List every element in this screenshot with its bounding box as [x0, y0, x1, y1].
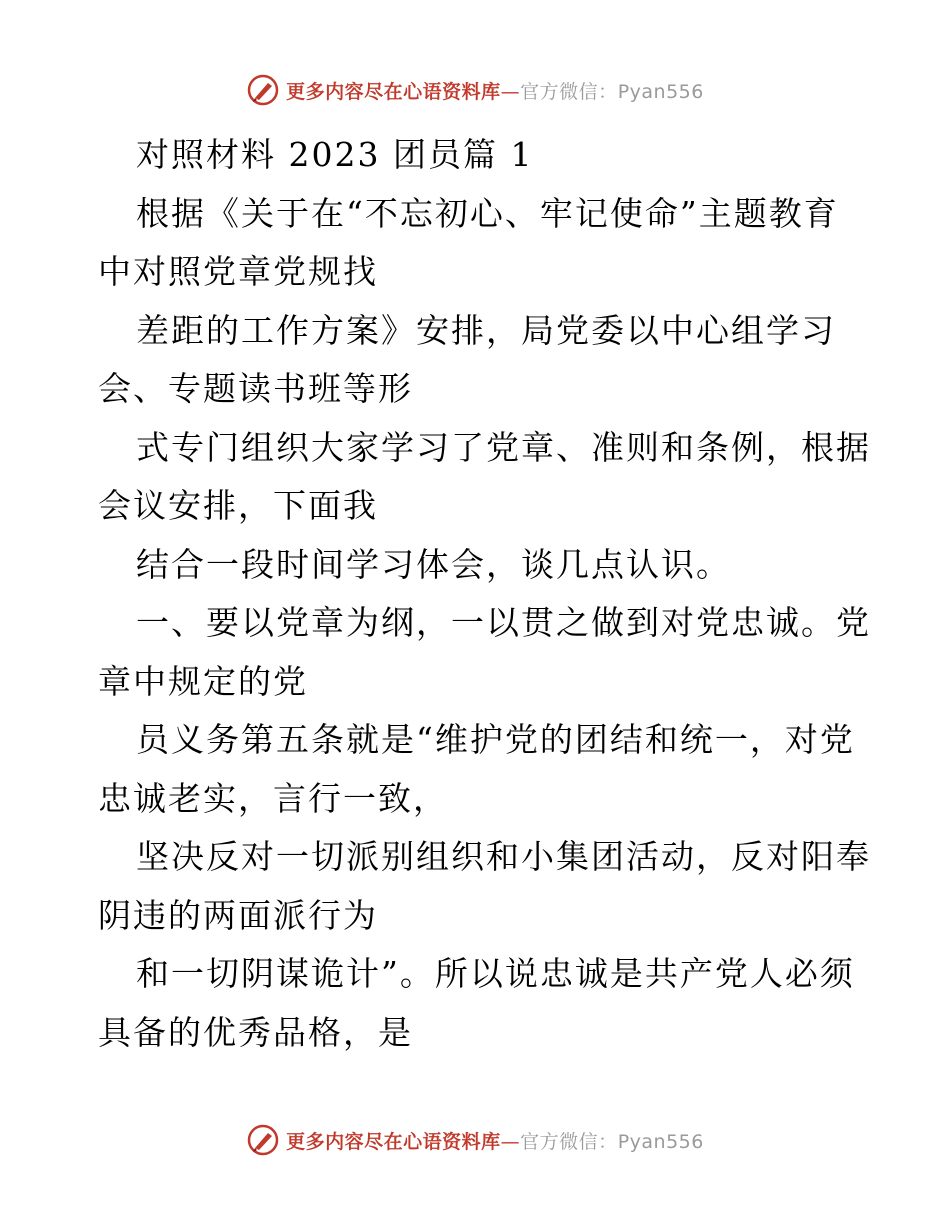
doc-line: 根据《关于在“不忘初心、牢记使命”主题教育 — [136, 193, 839, 233]
doc-line: 一、要以党章为纲，一以贯之做到对党忠诚。党 — [136, 603, 871, 642]
pen-logo-icon — [246, 1123, 280, 1157]
doc-line: 具备的优秀品格，是 — [98, 1012, 413, 1052]
doc-title: 对照材料 2023 团员篇 1 — [136, 135, 534, 174]
doc-line: 差距的工作方案》安排，局党委以中心组学习 — [136, 310, 836, 350]
watermark-separator: — — [500, 80, 521, 103]
doc-line: 章中规定的党 — [98, 661, 308, 701]
watermark-label: 官方微信： — [520, 1130, 618, 1153]
watermark-text — [286, 77, 704, 104]
watermark-site-text: 更多内容尽在心语资料库 — [286, 80, 501, 103]
header-watermark — [0, 70, 950, 110]
watermark-site-text: 更多内容尽在心语资料库 — [286, 1130, 501, 1153]
doc-line: 员义务第五条就是“维护党的团结和统一，对党 — [136, 720, 855, 759]
watermark-separator: — — [500, 1130, 521, 1153]
doc-line: 和一切阴谋诡计”。所以说忠诚是共产党人必须 — [136, 954, 855, 993]
watermark-wechat-id: Pyan556 — [617, 80, 704, 103]
doc-line: 会议安排，下面我 — [98, 486, 378, 525]
pen-logo-icon — [246, 73, 280, 107]
doc-line: 坚决反对一切派别组织和小集团活动，反对阳奉 — [136, 837, 871, 876]
doc-line: 式专门组织大家学习了党章、准则和条例，根据 — [136, 427, 871, 467]
doc-line: 会、专题读书班等形 — [98, 369, 413, 408]
watermark-wechat-id: Pyan556 — [617, 1130, 704, 1153]
doc-line: 中对照党章党规找 — [98, 252, 378, 291]
footer-watermark — [0, 1120, 950, 1160]
doc-line: 阴违的两面派行为 — [98, 895, 378, 935]
document-body — [98, 126, 871, 1062]
watermark-text — [286, 1127, 704, 1154]
doc-line: 忠诚老实，言行一致， — [98, 778, 448, 818]
watermark-label: 官方微信： — [520, 80, 618, 103]
doc-line: 结合一段时间学习体会，谈几点认识。 — [136, 544, 731, 584]
